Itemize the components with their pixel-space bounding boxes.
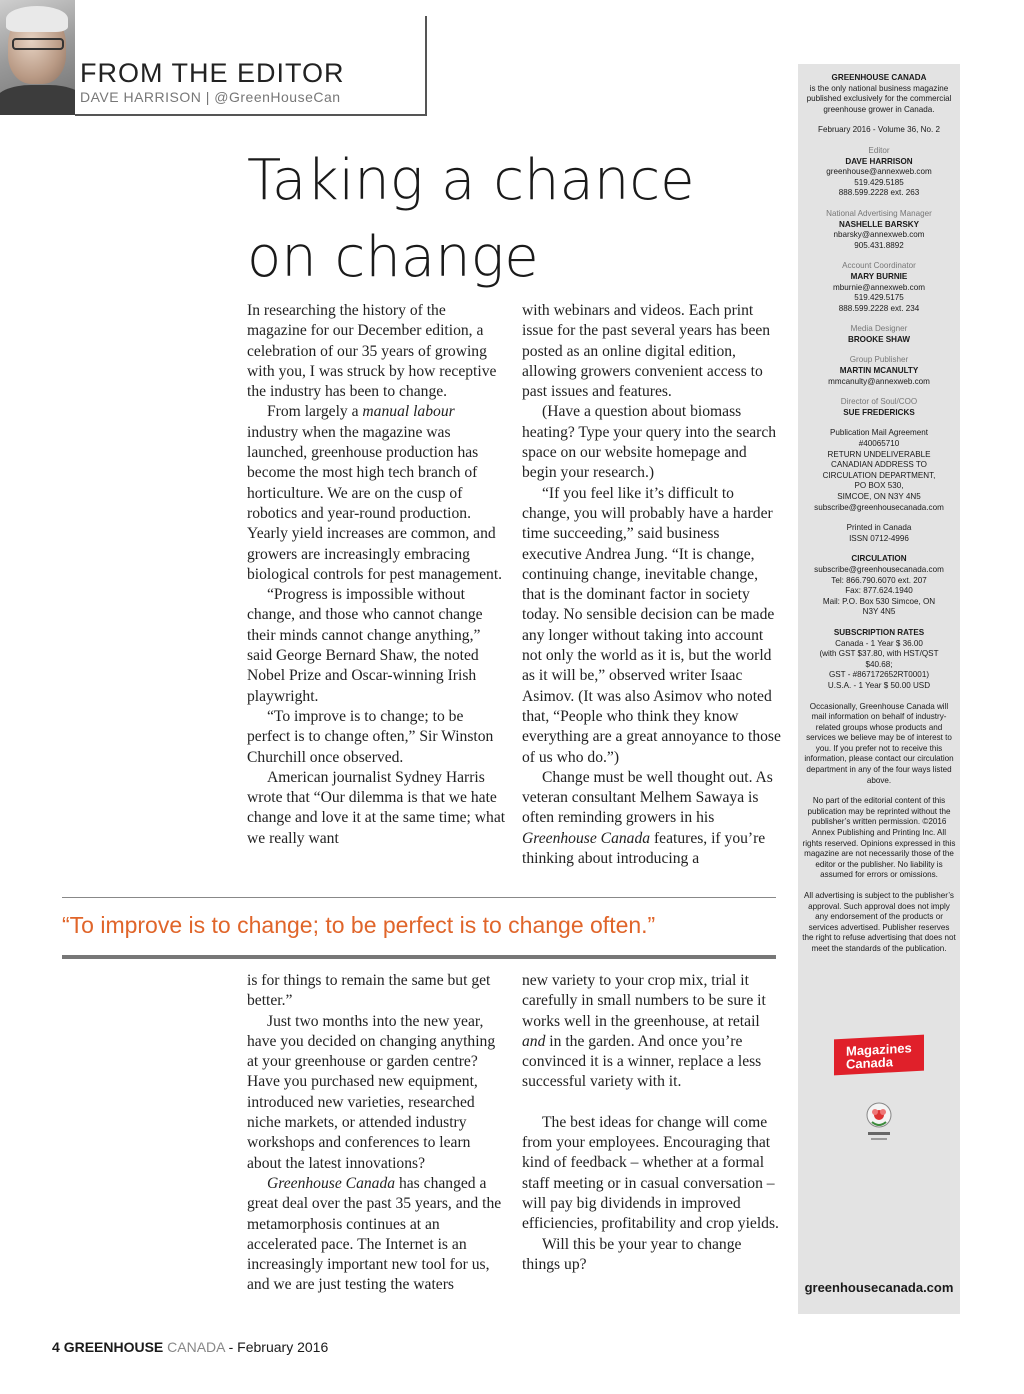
paragraph: Greenhouse Canada has changed a great deal over the past 35 years, and the metamorphosis continues at an accelerated pace. The Internet is an increasingly important new tool for us, and we are just testing the waters (247, 1174, 502, 1294)
printed-info (802, 523, 956, 544)
rates-title: SUBSCRIPTION RATES (833, 627, 925, 637)
mail-agreement-line: CANADIAN ADDRESS TO (831, 460, 927, 470)
rate-line: Canada - 1 Year $ 36.00 (835, 638, 923, 648)
staff-contact: mmcanulty@annexweb.com (828, 376, 930, 386)
editor-photo (0, 0, 75, 115)
paragraph: new variety to your crop mix, trial it carefully in small numbers to be sure it works well in the greenhouse, at retail and in the garden. And once you’re convinced it is a winner, replace a less successful variety with it. (522, 972, 766, 1091)
staff-role: Group Publisher (849, 355, 909, 365)
staff-name: NASHELLE BARSKY (838, 219, 920, 229)
mail-agreement (802, 428, 956, 513)
staff-entry (802, 397, 956, 418)
footer-brand-bold: GREENHOUSE (63, 1339, 164, 1355)
article-column-2 (522, 301, 782, 869)
headline-line-2: on change (247, 225, 539, 290)
emphasis: manual labour (362, 403, 455, 421)
circulation-line: Tel: 866.790.6070 ext. 207 (831, 575, 927, 585)
rate-line: GST - #867172652RT0001) (828, 670, 930, 680)
paragraph: American journalist Sydney Harris wrote that “Our dilemma is that we hate change and love it at the same time; what we really want (247, 768, 506, 847)
paragraph: “To improve is to change; to be perfect is to change often,” Sir Winston Churchill once observed. (247, 707, 494, 766)
website-url: greenhousecanada.com (804, 1280, 954, 1295)
staff-contact: 888.599.2228 ext. 234 (838, 303, 920, 313)
mail-agreement-line: SIMCOE, ON N3Y 4N5 (837, 492, 921, 501)
staff-contact: 888.599.2228 ext. 263 (838, 188, 920, 198)
paragraph: In researching the history of the magazine for our December edition, a celebration of our 35 years of growing with you, I was struck by how receptive the industry has been to change. (247, 302, 497, 401)
header-rule-horizontal (75, 114, 427, 116)
staff-entry (802, 355, 956, 387)
printed-line: ISSN 0712-4996 (849, 533, 909, 543)
staff-entry (802, 261, 956, 314)
paragraph: is for things to remain the same but get better.” (247, 972, 491, 1010)
masthead-text (802, 73, 956, 965)
magazines-canada-logo: Magazines Canada (834, 1035, 924, 1076)
page-footer (52, 1339, 328, 1355)
paragraph: Just two months into the new year, have you decided on changing anything at your greenhouse or garden centre? Have you purchased new equipment, introduced new varieties, researched niche markets, or attended industry workshops and conferences to learn about the latest innovations? (247, 1012, 496, 1172)
footer-brand-light: CANADA (167, 1339, 225, 1355)
circulation-info (802, 565, 956, 618)
rate-line: (with GST $37.80, with HST/QST (819, 649, 939, 659)
staff-name: SUE FREDERICKS (843, 407, 915, 417)
circulation-line: N3Y 4N5 (862, 607, 896, 617)
headline (247, 142, 747, 296)
paragraph: Will this be your year to change things up? (522, 1235, 742, 1273)
masthead-title: GREENHOUSE CANADA (831, 73, 927, 82)
circulation-title: CIRCULATION (851, 554, 907, 564)
privacy-notice: Occasionally, Greenhouse Canada will mail information on behalf of industry-related groups whose products and services we believe may be of interest to you. If you prefer not to receive this information, please contact our circulation department in any of the four ways listed above. (804, 701, 954, 785)
emphasis: Greenhouse Canada (522, 829, 651, 847)
header-rule-vertical (425, 16, 427, 116)
staff-name: DAVE HARRISON (845, 156, 913, 166)
staff-name: MARTIN MCANULTY (839, 366, 919, 376)
staff-role: Media Designer (850, 324, 908, 334)
rate-line: U.S.A. - 1 Year $ 50.00 USD (827, 680, 931, 690)
pull-quote-rule-bottom (62, 955, 776, 959)
mail-agreement-line: #40065710 (858, 439, 900, 449)
staff-contact: greenhouse@annexweb.com (826, 167, 932, 177)
section-title: FROM THE EDITOR (80, 58, 345, 88)
paragraph: Change must be well thought out. As veteran consultant Melhem Sawaya is often reminding growers in his Greenhouse Canada features, if you’re thinking about introducing a (522, 768, 773, 868)
staff-role: Editor (868, 145, 890, 155)
staff-entry (802, 146, 956, 199)
circulation-line: Mail: P.O. Box 530 Simcoe, ON (822, 596, 936, 606)
headline-line-1: Taking a chance (247, 148, 695, 213)
staff-list (802, 146, 956, 418)
staff-contact: nbarsky@annexweb.com (833, 230, 925, 240)
paragraph: The best ideas for change will come from your employees. Encouraging that kind of feedback – whether at a formal staff meeting or in casual conversation – will pay big dividends in improved efficiencies, profitability and crop yields. (522, 1113, 779, 1233)
mail-agreement-line: RETURN UNDELIVERABLE (827, 449, 931, 459)
paragraph: “Progress is impossible without change, and those who cannot change their minds cannot change anything,” said George Bernard Shaw, the noted Nobel Prize and Oscar-winning Irish playwright. (247, 586, 483, 705)
emphasis: Greenhouse Canada (267, 1174, 396, 1192)
staff-contact: 519.429.5175 (854, 293, 904, 303)
staff-contact: 519.429.5185 (854, 177, 904, 187)
mail-agreement-line: PO BOX 530, (854, 481, 904, 491)
staff-role: National Advertising Manager (826, 208, 932, 218)
pull-quote-rule-top (62, 897, 776, 898)
paragraph: with webinars and videos. Each print issue for the past several years has been posted as an online digital edition, allowing growers convenient access to past issues and features. (522, 302, 771, 401)
masthead-intro: is the only national business magazine published exclusively for the commercial greenhouse grower in Canada. (806, 83, 952, 114)
page-number: 4 (52, 1339, 60, 1355)
footer-date: - February 2016 (224, 1339, 329, 1355)
paragraph: (Have a question about biomass heating? Type your query into the search space on our website homepage and begin your research.) (522, 403, 777, 482)
paragraph: “If you feel like it’s difficult to change, you will probably have a harder time succeeding,” said business executive Andrea Jung. “It is change, continuing change, inevitable change, that is the dominant factor in society today. No sensible decision can be made any longer without taking into account not only the world as it is, but the world as it will be,” observed writer Isaac Asimov. (It was also Asimov who noted that, “People who think they know everything are a great annoyance to those of us who do.”) (522, 484, 781, 766)
mail-agreement-line: CIRCULATION DEPARTMENT, (822, 470, 936, 480)
paragraph: From largely a manual labour industry when the magazine was launched, greenhouse production has become the most high tech branch of horticulture. We are on the cusp of robotics and year-round production. Yearly yield increases are common, and growers are increasingly embracing biological controls for pest management. (247, 403, 503, 583)
staff-role: Account Coordinator (842, 261, 916, 271)
mail-agreement-line: Publication Mail Agreement (829, 428, 929, 438)
article-column-1 (247, 301, 507, 849)
staff-role: Director of Soul/COO (840, 397, 918, 407)
staff-entry (802, 324, 956, 345)
circulation-line: Fax: 877.624.1940 (845, 586, 913, 596)
copyright-notice: No part of the editorial content of this publication may be reprinted without the publisher’s written permission. ©2016 Annex Publishing and Printing Inc. All rights reserved. Opinions expressed in this magazine are not necessarily those of the editor or the publisher. No liability is assumed for errors or omissions. (802, 796, 956, 880)
pull-quote: “To improve is to change; to be perfect is to change often.” (62, 912, 656, 938)
staff-contact: 905.431.8892 (854, 240, 904, 250)
subscription-rates (802, 639, 956, 692)
staff-name: BROOKE SHAW (847, 334, 911, 344)
article-column-4 (522, 971, 782, 1275)
article-column-3 (247, 971, 507, 1296)
staff-contact: mburnie@annexweb.com (833, 282, 925, 292)
issue-info: February 2016 - Volume 36, No. 2 (818, 125, 940, 135)
rate-line: $40.68; (865, 659, 893, 669)
flower-growers-logo (862, 1100, 896, 1144)
staff-entry (802, 209, 956, 251)
mail-agreement-line: subscribe@greenhousecanada.com (814, 502, 944, 512)
advertising-notice: All advertising is subject to the publisher’s approval. Such approval does not imply any endorsement of the products or services advertised. Publisher reserves the right to refuse advertising that does not meet the standards of the publication. (802, 891, 956, 953)
staff-name: MARY BURNIE (850, 271, 908, 281)
printed-line: Printed in Canada (846, 523, 912, 533)
circulation-line: subscribe@greenhousecanada.com (814, 564, 944, 574)
emphasis: and (522, 1032, 546, 1050)
byline: DAVE HARRISON | @GreenHouseCan (80, 89, 341, 105)
